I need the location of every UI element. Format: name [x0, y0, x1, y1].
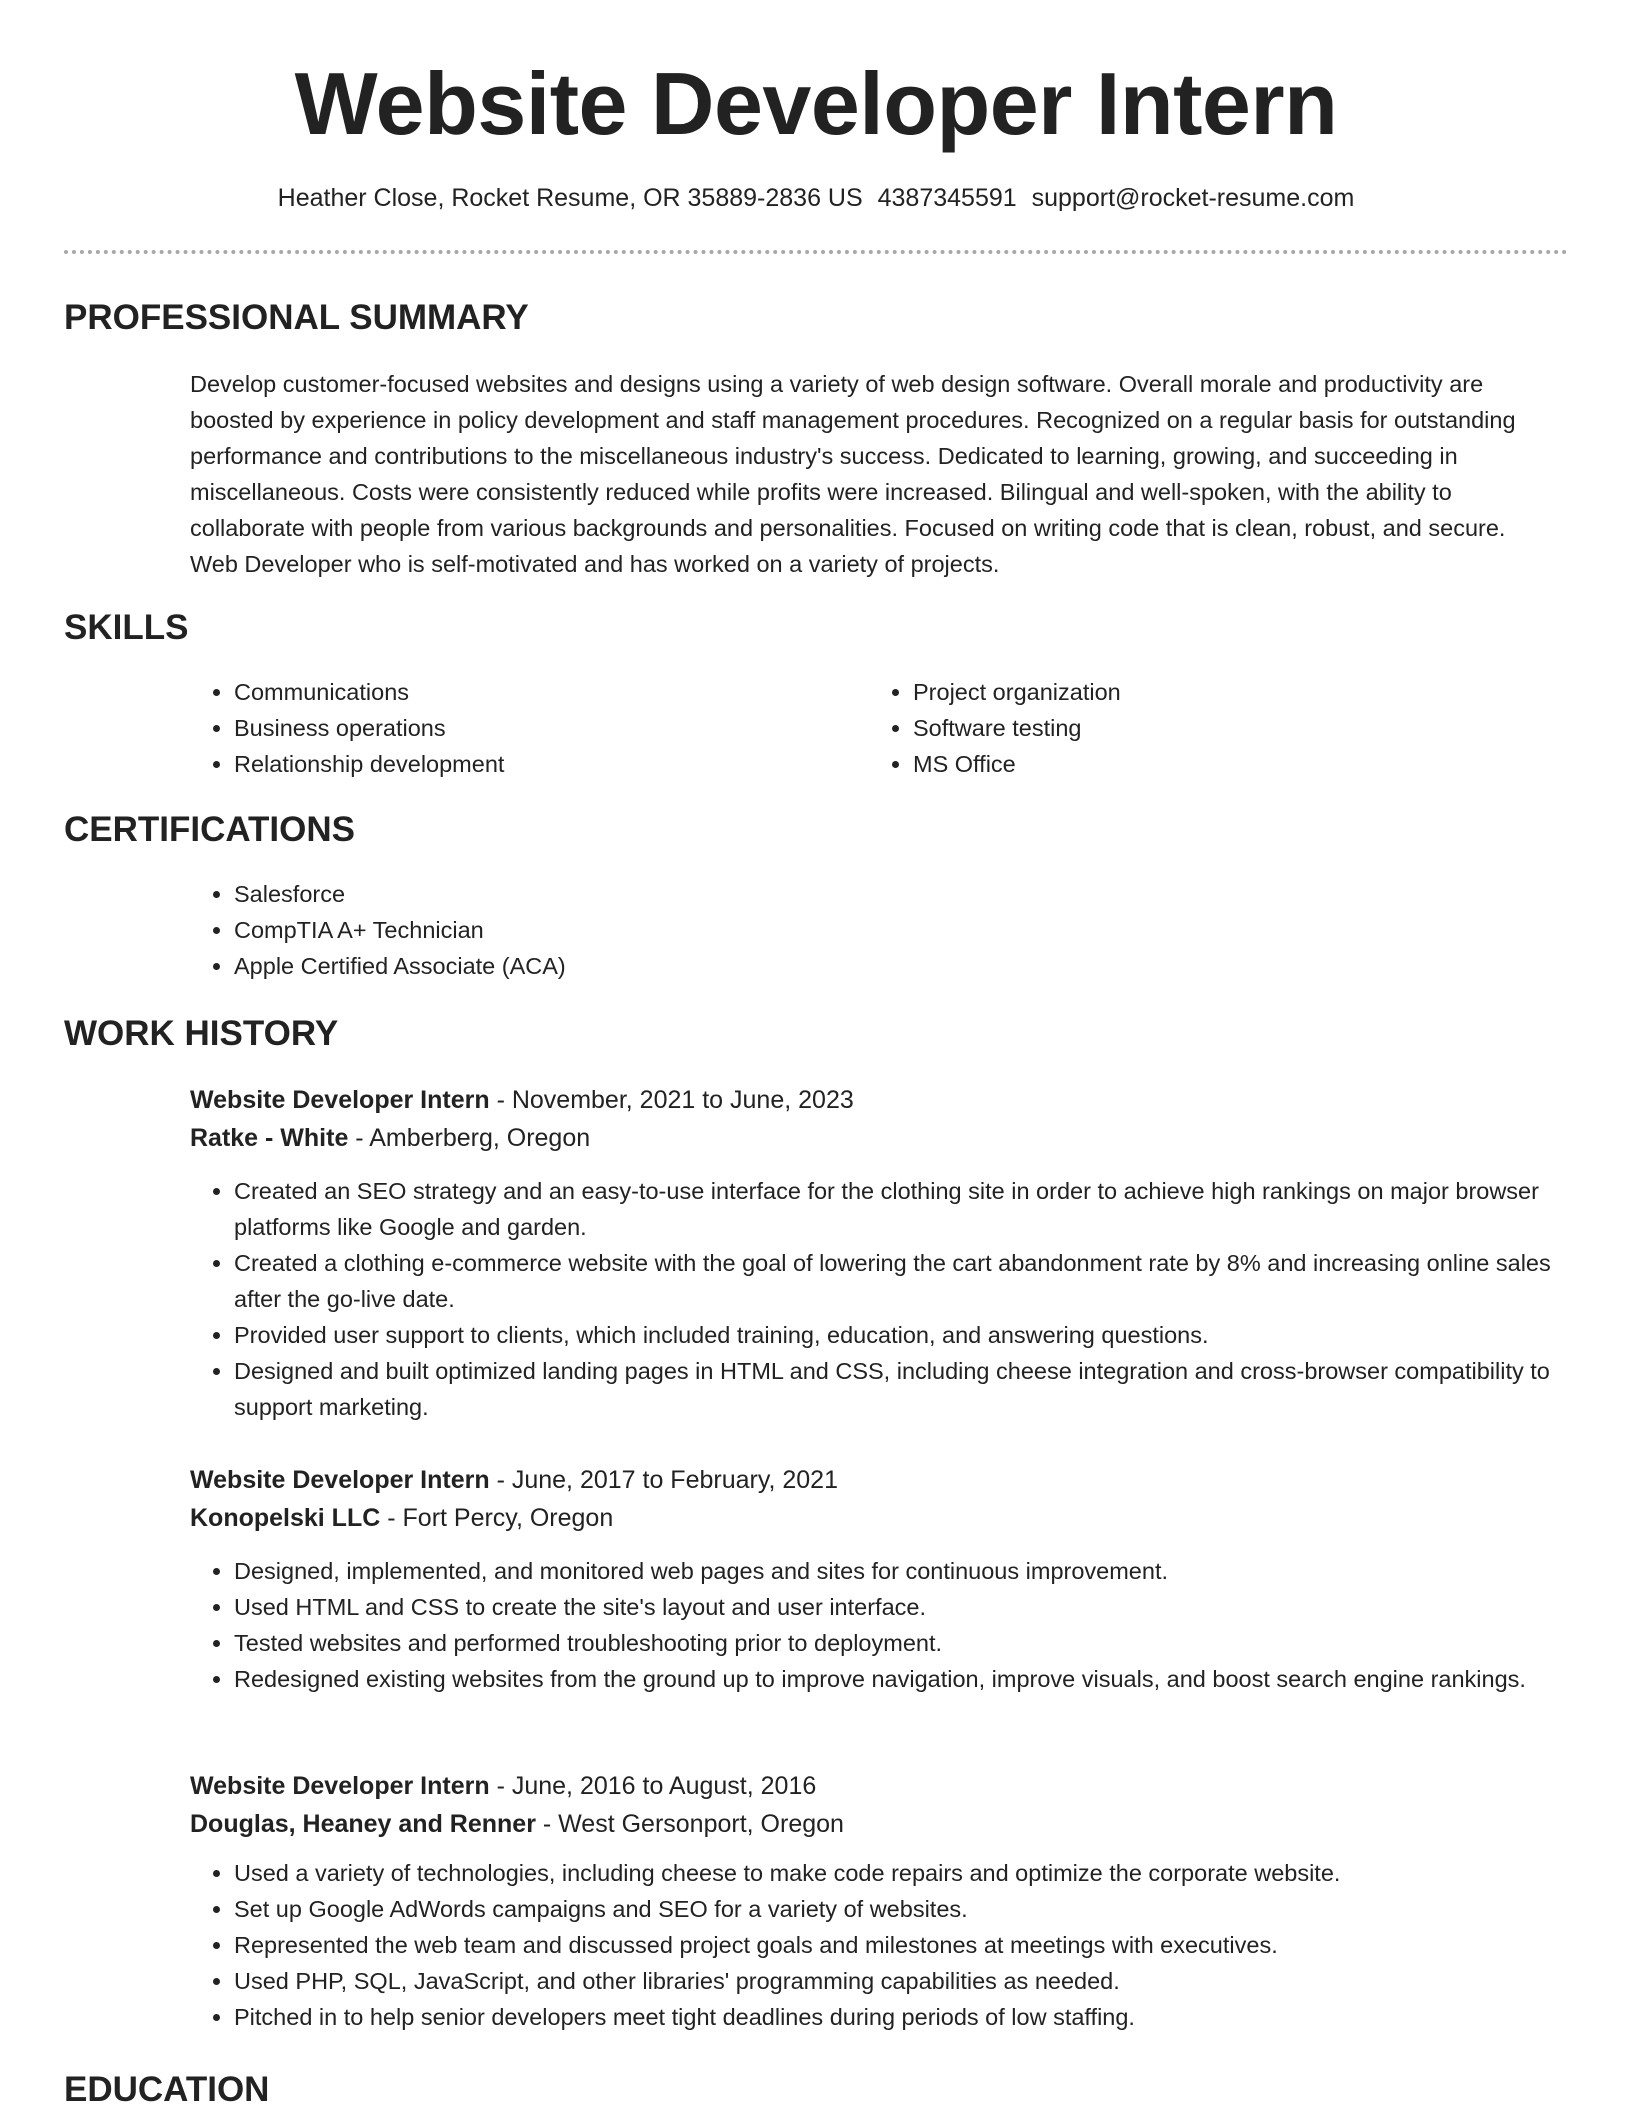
- job-dates: - June, 2016 to August, 2016: [489, 1772, 817, 1800]
- skill-item: • MS Office: [913, 746, 1489, 782]
- section-heading-certifications: CERTIFICATIONS: [64, 810, 356, 849]
- job-title-line: [190, 1081, 1570, 1119]
- skill-item: • Relationship development: [234, 746, 810, 782]
- job-location: - West Gersonport, Oregon: [535, 1810, 844, 1838]
- job-dates: - November, 2021 to June, 2023: [489, 1086, 854, 1114]
- certifications-list: [190, 876, 1570, 984]
- job-bullet: • Used a variety of technologies, including cheese to make code repairs and optimize the corporate website.: [234, 1855, 1570, 1891]
- contact-address: Heather Close, Rocket Resume, OR 35889-2836 US: [277, 184, 863, 212]
- job-company: Douglas, Heaney and Renner: [190, 1810, 536, 1838]
- skills-column-right: [869, 674, 1489, 782]
- skill-item: • Software testing: [913, 710, 1489, 746]
- job-bullet: • Created an SEO strategy and an easy-to-use interface for the clothing site in order to achieve high rankings on major browser platforms like Google and garden.: [234, 1173, 1570, 1245]
- contact-line: [0, 180, 1632, 216]
- job-company-line: [190, 1499, 1570, 1537]
- job-bullets: [190, 1173, 1570, 1425]
- certification-item: • CompTIA A+ Technician: [234, 912, 1570, 948]
- section-heading-summary: PROFESSIONAL SUMMARY: [64, 298, 529, 337]
- skill-item: • Business operations: [234, 710, 810, 746]
- job-title: Website Developer Intern: [190, 1086, 490, 1114]
- header-divider: [64, 250, 1568, 254]
- job-bullet: • Represented the web team and discussed project goals and milestones at meetings with executives.: [234, 1927, 1570, 1963]
- job-bullet: • Tested websites and performed troubleshooting prior to deployment.: [234, 1625, 1570, 1661]
- job-company-line: [190, 1119, 1570, 1157]
- job-bullets: [190, 1855, 1570, 2035]
- job-title-line: [190, 1767, 1570, 1805]
- section-heading-work-history: WORK HISTORY: [64, 1014, 339, 1053]
- skill-item: • Communications: [234, 674, 810, 710]
- skills-column-left: [190, 674, 810, 782]
- job-title-line: [190, 1461, 1570, 1499]
- job-bullet: • Pitched in to help senior developers meet tight deadlines during periods of low staffing.: [234, 1999, 1570, 2035]
- job-bullet: • Used HTML and CSS to create the site's layout and user interface.: [234, 1589, 1570, 1625]
- job-bullet: • Designed and built optimized landing pages in HTML and CSS, including cheese integration and cross-browser compatibility to support marketing.: [234, 1353, 1570, 1425]
- job-dates: - June, 2017 to February, 2021: [489, 1466, 838, 1494]
- job-title: Website Developer Intern: [190, 1772, 490, 1800]
- contact-phone: 4387345591: [877, 184, 1017, 212]
- section-heading-education: EDUCATION: [64, 2070, 270, 2109]
- job-bullet: • Redesigned existing websites from the ground up to improve navigation, improve visuals, and boost search engine rankings.: [234, 1661, 1570, 1697]
- job-title: Website Developer Intern: [190, 1466, 490, 1494]
- job-bullet: • Created a clothing e-commerce website with the goal of lowering the cart abandonment rate by 8% and increasing online sales after the go-live date.: [234, 1245, 1570, 1317]
- job-bullet: • Set up Google AdWords campaigns and SEO for a variety of websites.: [234, 1891, 1570, 1927]
- job-entry: [190, 1461, 1570, 1697]
- summary-text: Develop customer-focused websites and designs using a variety of web design software. Overall morale and productivity are boosted by experience in policy development and staff management procedures. Recognized on a regular basis for outstanding performance and contributions to the miscellaneous industry's success. Dedicated to learning, growing, and succeeding in miscellaneous. Costs were consistently reduced while profits were increased. Bilingual and well-spoken, with the ability to collaborate with people from various backgrounds and personalities. Focused on writing code that is clean, robust, and secure. Web Developer who is self-motivated and has worked on a variety of projects.: [190, 371, 1516, 577]
- job-location: - Fort Percy, Oregon: [380, 1504, 614, 1532]
- contact-email: support@rocket-resume.com: [1031, 184, 1355, 212]
- job-bullets: [190, 1553, 1570, 1697]
- job-bullet: • Provided user support to clients, which included training, education, and answering questions.: [234, 1317, 1570, 1353]
- job-company: Ratke - White: [190, 1124, 349, 1152]
- job-location: - Amberberg, Oregon: [348, 1124, 591, 1152]
- job-company: Konopelski LLC: [190, 1504, 381, 1532]
- job-entry: [190, 1767, 1570, 2035]
- job-bullet: • Used PHP, SQL, JavaScript, and other libraries' programming capabilities as needed.: [234, 1963, 1570, 1999]
- job-entry: [190, 1081, 1570, 1425]
- job-company-line: [190, 1805, 1570, 1843]
- skill-item: • Project organization: [913, 674, 1489, 710]
- certification-item: • Apple Certified Associate (ACA): [234, 948, 1570, 984]
- job-bullet: • Designed, implemented, and monitored web pages and sites for continuous improvement.: [234, 1553, 1570, 1589]
- section-heading-skills: SKILLS: [64, 608, 189, 647]
- certification-item: • Salesforce: [234, 876, 1570, 912]
- resume-title: Website Developer Intern: [294, 54, 1338, 153]
